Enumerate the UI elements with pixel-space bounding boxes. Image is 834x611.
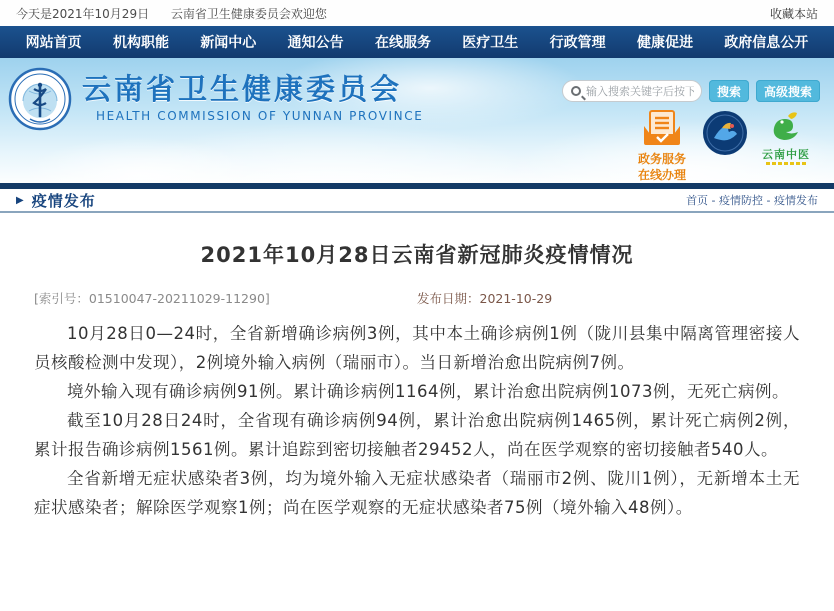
topbar-left [16,5,345,22]
breadcrumb [0,189,834,213]
paragraph-2: 境外输入现有确诊病例91例。累计确诊病例1164例，累计治愈出院病例1073例，无死亡病例。 [67,382,789,401]
gov-service-envelope-icon [642,110,682,146]
section-title: 疫情发布 [31,191,96,210]
welcome-text: 云南省卫生健康委员会欢迎您 [170,6,327,21]
paragraph-4: 全省新增无症状感染者3例，均为境外输入无症状感染者（瑞丽市2例、陇川1例），无新增本土无症状感染者；解除医学观察1例；尚在医学观察的无症状感染者75例（境外输入48例）。 [34,469,800,517]
nav-item-notices[interactable]: 通知公告 [287,35,344,51]
nav-item-news[interactable]: 新闻中心 [200,35,257,51]
hero-banner [0,58,834,183]
advanced-search-button[interactable]: 高级搜索 [756,80,820,102]
nav-item-online[interactable]: 在线服务 [374,35,431,51]
paragraph-1: 10月28日0—24时，全省新增确诊病例3例，其中本土确诊病例1例（陇川县集中隔离管理密接人员核酸检测中发现），2例境外输入病例（瑞丽市）。当日新增治愈出院病例7例。 [34,324,800,372]
nav-item-health[interactable]: 健康促进 [636,35,693,51]
article-meta [34,289,800,307]
gov-service-label: 政务服务 在线办理 [637,152,686,182]
nav-item-admin[interactable]: 行政管理 [549,35,606,51]
breadcrumb-left [16,190,96,211]
quick-links [636,110,810,183]
site-title: 云南省卫生健康委员会 [82,72,403,106]
health-commission-emblem-icon [8,67,72,131]
publish-date: 发布日期：2021-10-29 [417,291,553,306]
site-subtitle: HEALTH COMMISSION OF YUNNAN PROVINCE [96,109,424,124]
breadcrumb-trail[interactable]: 首页 - 疫情防控 - 疫情发布 [686,194,818,207]
search-row [562,80,820,102]
brand-block [8,67,423,131]
nav-item-medical[interactable]: 医疗卫生 [462,35,519,51]
triangle-icon: ▶ [16,194,24,206]
search-box[interactable] [562,80,702,102]
nav-item-functions[interactable]: 机构职能 [112,35,169,51]
top-utility-bar [0,0,834,26]
brand-text [82,73,423,123]
nav-item-gov-info[interactable]: 政府信息公开 [724,35,809,51]
paragraph-3: 截至10月28日24时，全省现有确诊病例94例，累计治愈出院病例1465例，累计死亡病例2例，累计报告确诊病例1561例。累计追踪到密切接触者29452人，尚在医学观察的密切接触者540人。 [34,411,800,459]
nav-item-home[interactable]: 网站首页 [25,35,82,51]
main-nav [0,26,834,58]
article-content [0,239,834,522]
index-number: [索引号：01510047-20211029-11290] [34,291,270,306]
badge-logo-icon [702,110,748,156]
gov-service-link[interactable] [636,110,688,183]
article-title: 2021年10月28日云南省新冠肺炎疫情情况 [200,243,634,267]
article-body [34,319,800,522]
tcm-logo[interactable] [762,110,810,165]
tcm-logo-icon [764,110,808,144]
search-icon [571,86,581,96]
favorite-site-link[interactable]: 收藏本站 [769,6,818,21]
tcm-logo-underline [766,162,806,165]
search-input[interactable] [586,85,694,98]
search-button[interactable]: 搜索 [709,80,749,102]
today-date-text: 今天是2021年10月29日 [16,6,150,21]
badge-logo[interactable] [702,110,748,160]
tcm-logo-label: 云南中医 [762,148,810,161]
